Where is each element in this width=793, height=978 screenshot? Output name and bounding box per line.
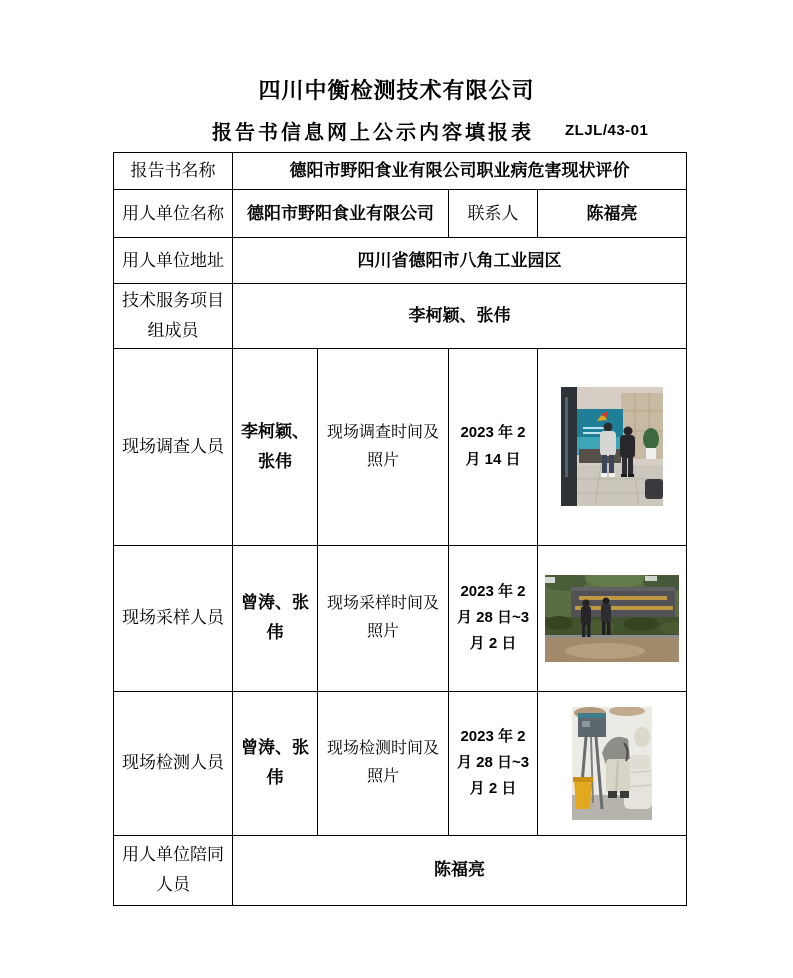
investigation-photo [561,387,663,506]
table-row-site-investigation [114,348,687,545]
testing-label: 现场检测人员 [114,691,233,835]
form-code: ZLJL/43-01 [565,122,649,139]
table-row-escort [114,835,687,905]
table-row-report-name [114,153,687,190]
table-row-team [114,284,687,349]
report-name-value: 德阳市野阳食业有限公司职业病危害现状评价 [233,153,687,190]
testing-time-value: 2023 年 2 月 28 日~3 月 2 日 [449,691,538,835]
contact-name-value: 陈福亮 [538,190,687,238]
sampling-photo [545,575,679,662]
investigation-label: 现场调查人员 [114,348,233,545]
testing-time-label: 现场检测时间及照片 [318,691,449,835]
investigation-personnel: 李柯颖、张伟 [233,348,318,545]
report-name-label: 报告书名称 [114,153,233,190]
team-label: 技术服务项目组成员 [114,284,233,349]
sampling-label: 现场采样人员 [114,545,233,691]
employer-address-value: 四川省德阳市八角工业园区 [233,238,687,284]
employer-name-value: 德阳市野阳食业有限公司 [233,190,449,238]
investigation-photo-cell [538,348,687,545]
investigation-time-label: 现场调查时间及照片 [318,348,449,545]
table-row-address [114,238,687,284]
escort-value: 陈福亮 [233,835,687,905]
employer-name-label: 用人单位名称 [114,190,233,238]
testing-personnel: 曾涛、张伟 [233,691,318,835]
table-row-site-testing [114,691,687,835]
publicity-form-table [113,152,687,906]
contact-label: 联系人 [449,190,538,238]
form-title: 报告书信息网上公示内容填报表 [212,122,534,144]
sampling-time-value: 2023 年 2 月 28 日~3 月 2 日 [449,545,538,691]
team-value: 李柯颖、张伟 [233,284,687,349]
investigation-time-value: 2023 年 2 月 14 日 [449,348,538,545]
table-row-employer [114,190,687,238]
employer-address-label: 用人单位地址 [114,238,233,284]
escort-label: 用人单位陪同人员 [114,835,233,905]
testing-photo-cell [538,691,687,835]
testing-photo [572,707,652,820]
table-row-site-sampling [114,545,687,691]
company-title: 四川中衡检测技术有限公司 [258,78,535,103]
sampling-personnel: 曾涛、张伟 [233,545,318,691]
sampling-photo-cell [538,545,687,691]
sampling-time-label: 现场采样时间及照片 [318,545,449,691]
